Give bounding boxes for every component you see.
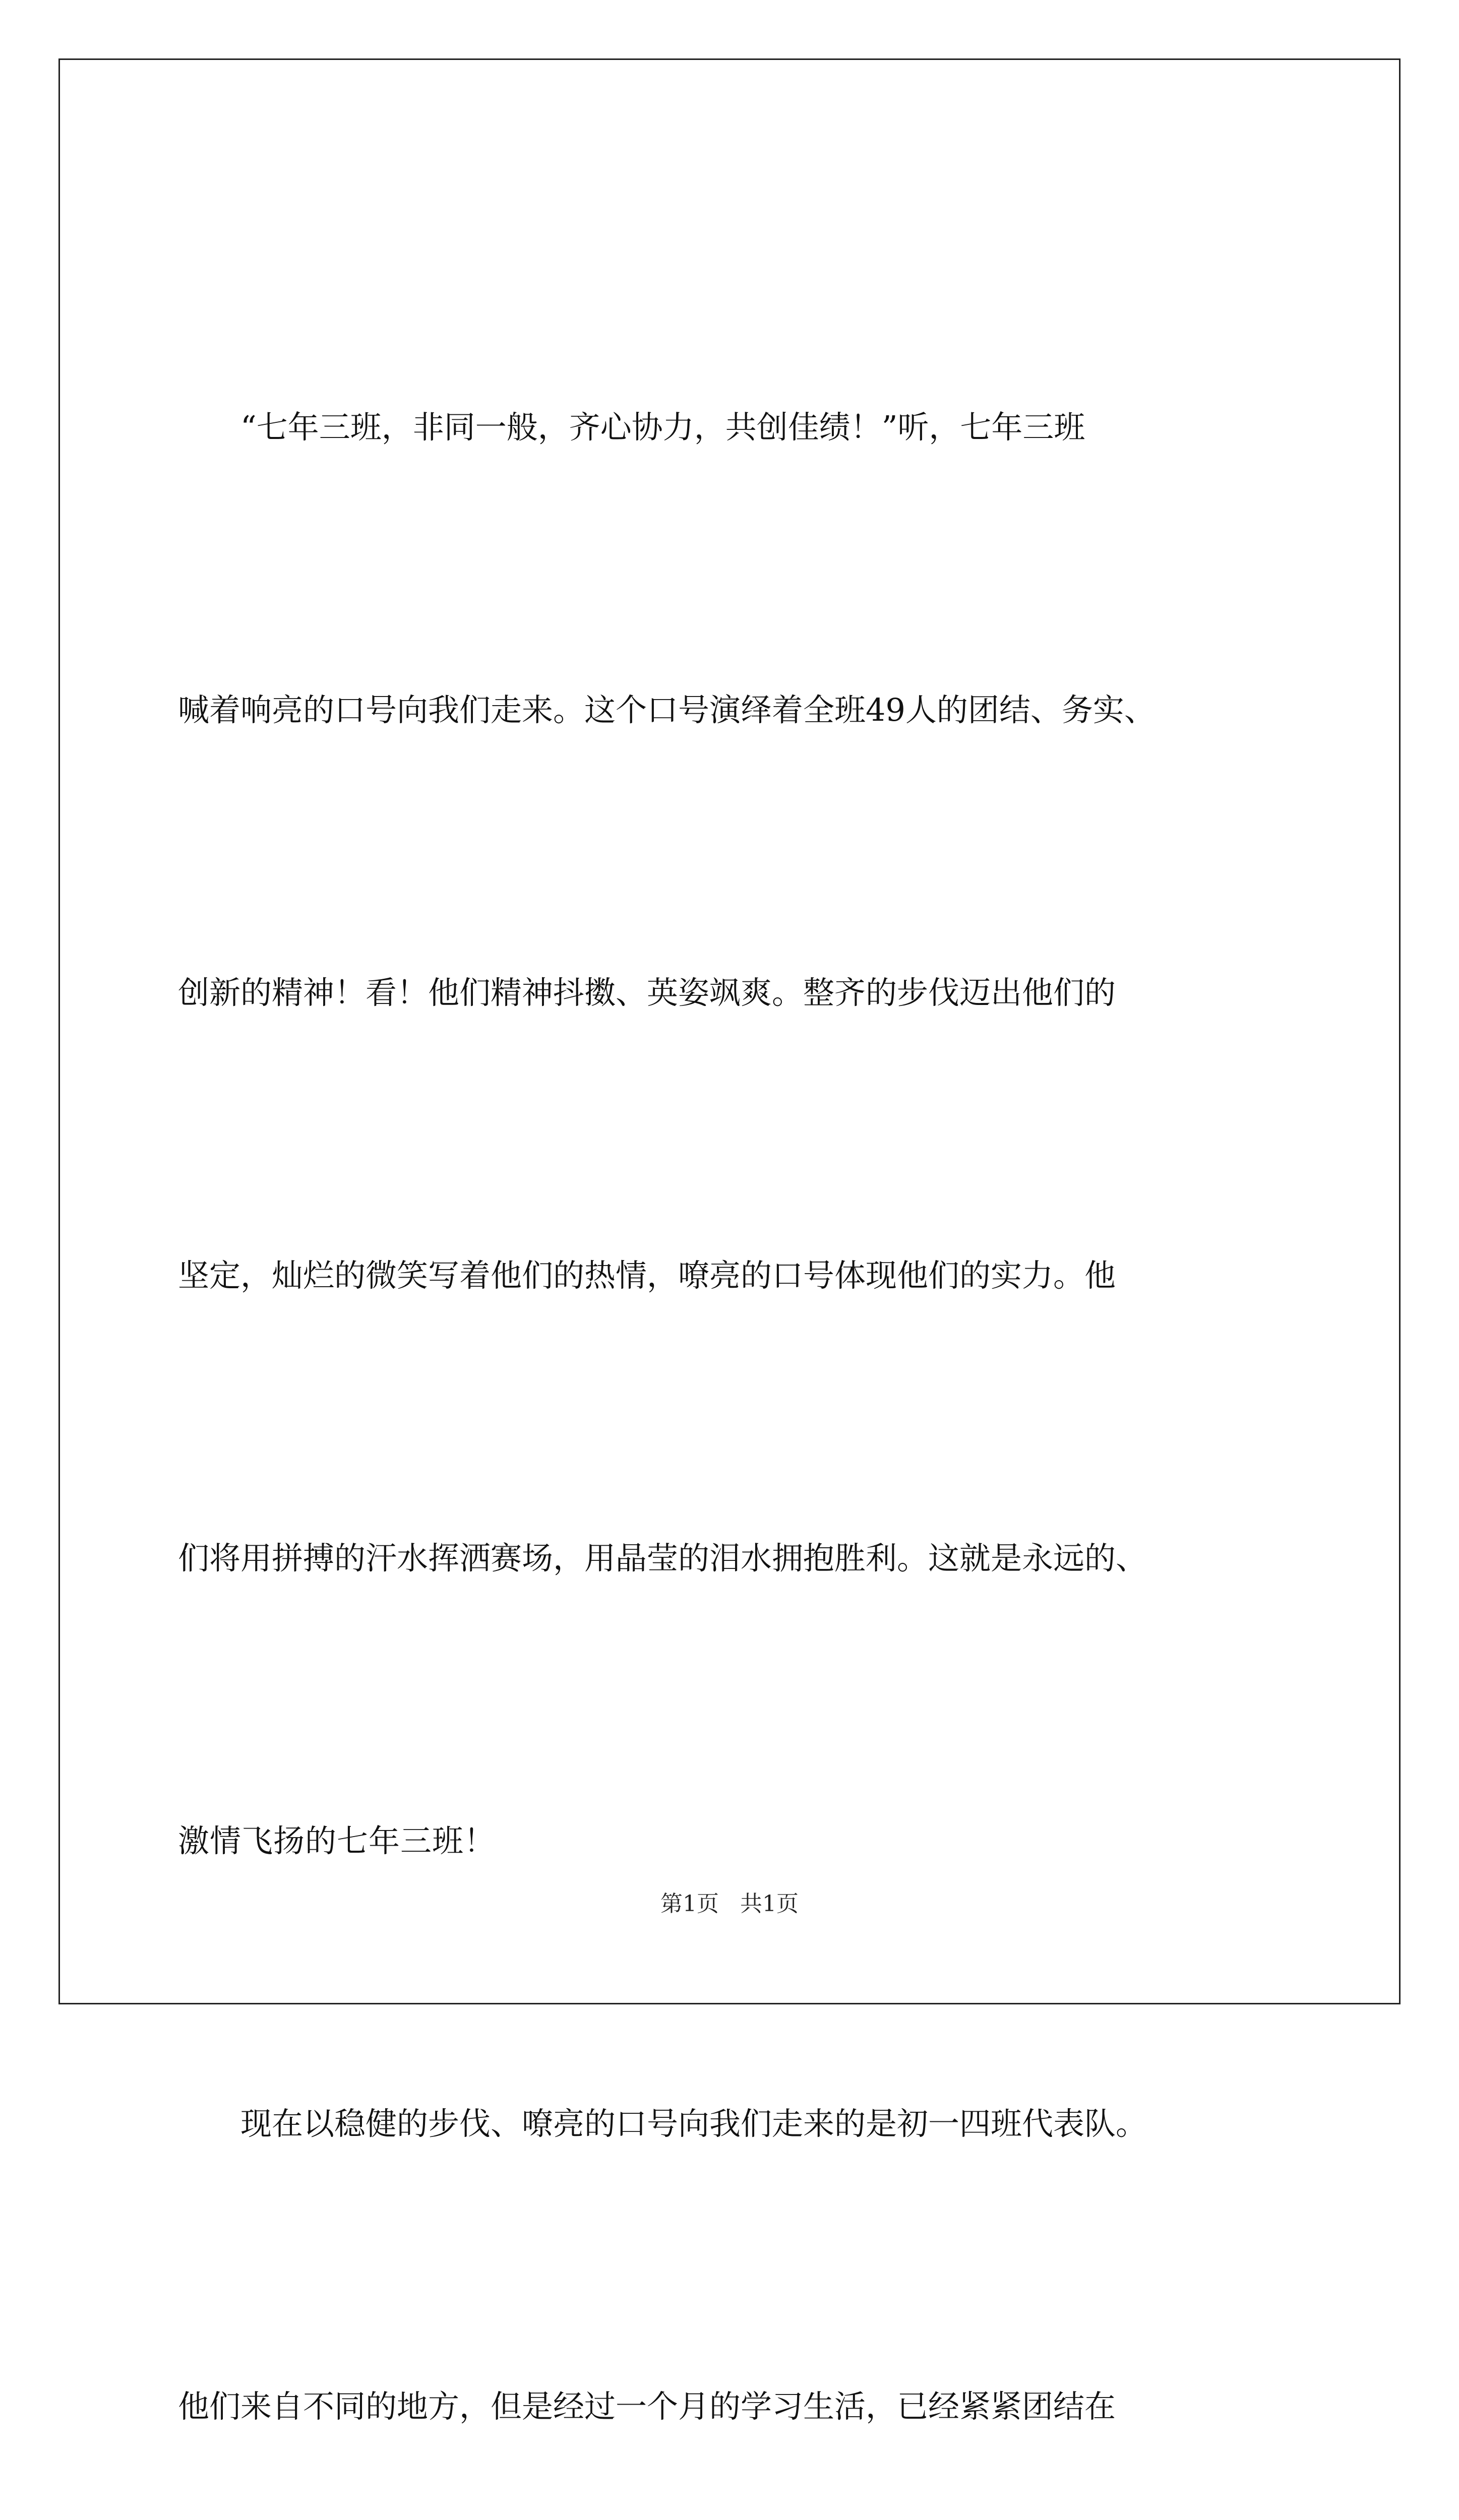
- text-line: 坚定，灿烂的微笑写着他们的热情，嘹亮的口号体现他们的实力。他: [178, 1257, 1116, 1294]
- text-line: “七年三班，非同一般，齐心协力，共创佳绩！”听，七年三班: [240, 409, 1085, 446]
- text-line: 创新的精神！看！他们精神抖擞、英姿飒爽。整齐的步伐迈出他们的: [178, 974, 1116, 1011]
- text-lines: [178, 192, 1286, 2520]
- document-body: [178, 192, 1286, 2520]
- text-line: 喊着响亮的口号向我们走来。这个口号演绎着全班49人的团结、务实、: [178, 691, 1156, 728]
- text-line: 激情飞扬的七年三班！: [178, 1822, 496, 1859]
- text-line: 他们来自不同的地方，但是经过一个月的学习生活，已经紧紧团结在: [178, 2388, 1116, 2425]
- text-line: 现在以稳健的步伐、嘹亮的口号向我们走来的是初一四班代表队。: [240, 2105, 1147, 2142]
- text-line: 们将用拼搏的汗水挥洒赛场，用晶莹的泪水拥抱胜利。这就是永远的、: [178, 1540, 1147, 1577]
- page-total: 共1页: [740, 1891, 799, 1917]
- page-number: 第1页: [660, 1891, 719, 1917]
- page-footer: [0, 1889, 1459, 1919]
